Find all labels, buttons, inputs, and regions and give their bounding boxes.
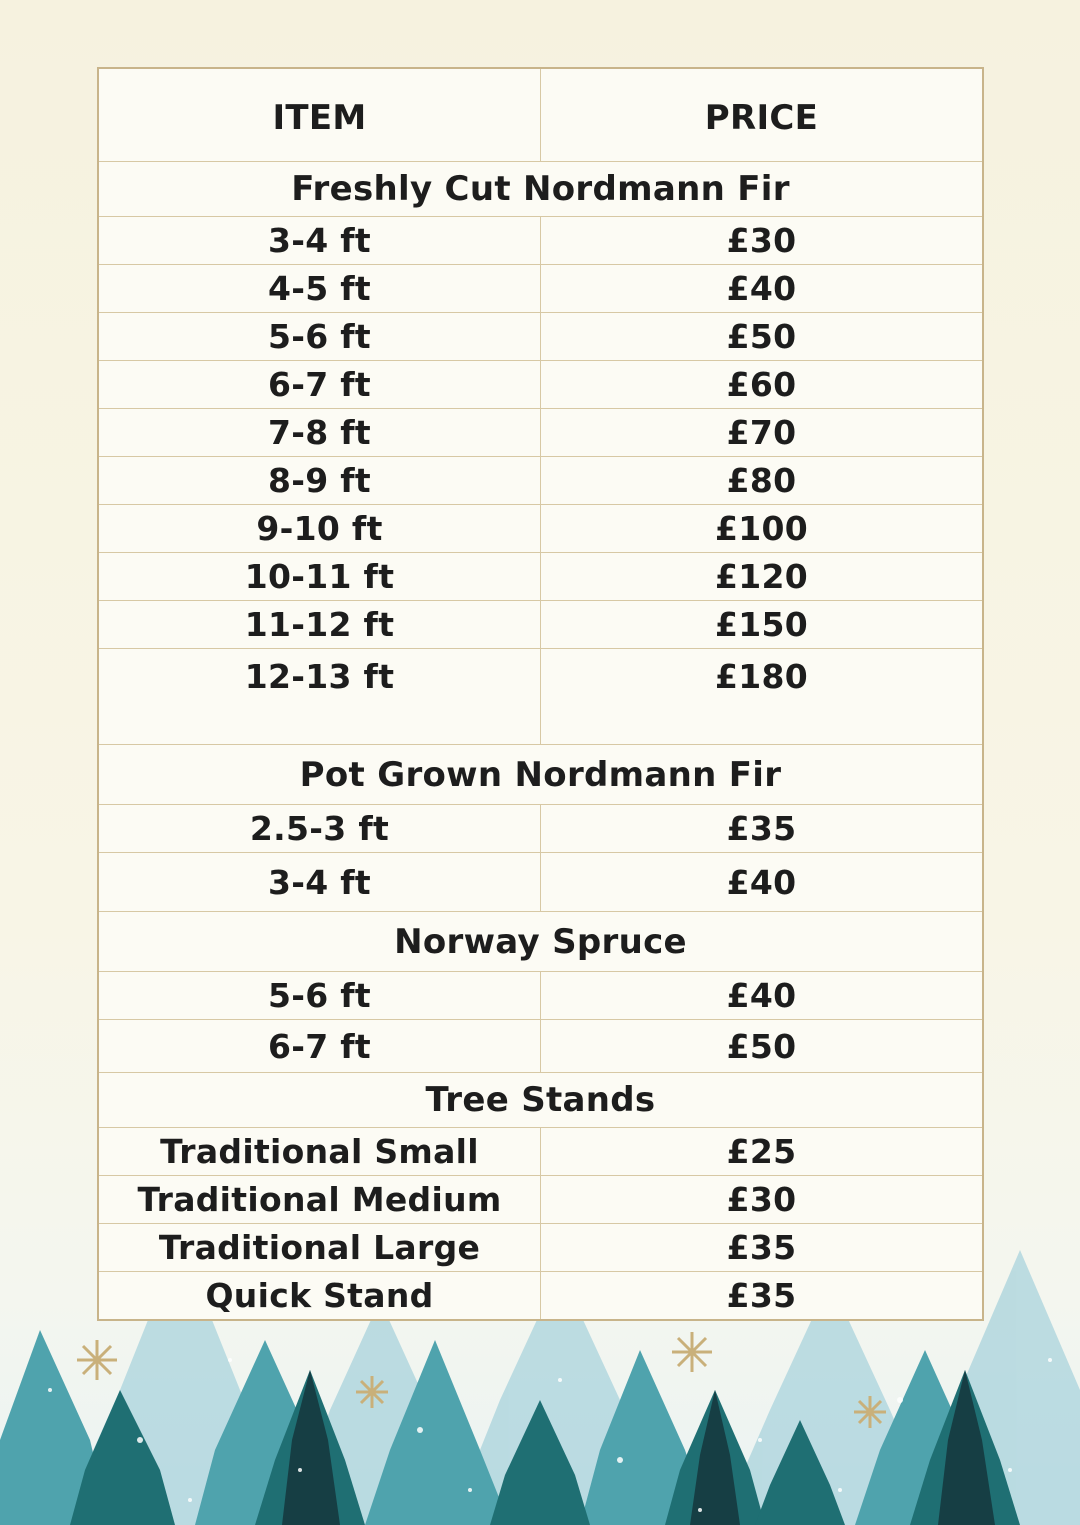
item-cell: 2.5-3 ft bbox=[98, 805, 541, 853]
price-cell: £70 bbox=[541, 409, 984, 457]
price-cell: £50 bbox=[541, 1020, 984, 1073]
table-row bbox=[98, 457, 983, 505]
price-cell: £30 bbox=[541, 1176, 984, 1224]
table-row bbox=[98, 313, 983, 361]
item-cell: Quick Stand bbox=[98, 1272, 541, 1321]
item-cell: 12-13 ft bbox=[98, 649, 541, 745]
price-cell: £40 bbox=[541, 972, 984, 1020]
price-cell: £100 bbox=[541, 505, 984, 553]
price-cell: £180 bbox=[541, 649, 984, 745]
table-row bbox=[98, 601, 983, 649]
table-row bbox=[98, 409, 983, 457]
price-cell: £25 bbox=[541, 1128, 984, 1176]
table-row bbox=[98, 1128, 983, 1176]
price-cell: £80 bbox=[541, 457, 984, 505]
item-cell: 9-10 ft bbox=[98, 505, 541, 553]
item-cell: Traditional Small bbox=[98, 1128, 541, 1176]
section-header-row bbox=[98, 1073, 983, 1128]
item-cell: 5-6 ft bbox=[98, 972, 541, 1020]
table-row bbox=[98, 649, 983, 745]
table-row bbox=[98, 265, 983, 313]
price-cell: £50 bbox=[541, 313, 984, 361]
table-row bbox=[98, 361, 983, 409]
item-column-header: ITEM bbox=[98, 68, 541, 162]
price-cell: £60 bbox=[541, 361, 984, 409]
item-cell: 8-9 ft bbox=[98, 457, 541, 505]
price-cell: £40 bbox=[541, 853, 984, 912]
table-row bbox=[98, 1272, 983, 1321]
item-cell: 3-4 ft bbox=[98, 217, 541, 265]
table-row bbox=[98, 1176, 983, 1224]
item-cell: 10-11 ft bbox=[98, 553, 541, 601]
section-header-row bbox=[98, 912, 983, 972]
price-cell: £30 bbox=[541, 217, 984, 265]
table-row bbox=[98, 217, 983, 265]
table-row bbox=[98, 1020, 983, 1073]
table-row bbox=[98, 553, 983, 601]
price-cell: £150 bbox=[541, 601, 984, 649]
item-cell: 7-8 ft bbox=[98, 409, 541, 457]
price-column-header: PRICE bbox=[541, 68, 984, 162]
item-cell: Traditional Medium bbox=[98, 1176, 541, 1224]
table-row bbox=[98, 505, 983, 553]
table-row bbox=[98, 853, 983, 912]
table-row bbox=[98, 1224, 983, 1272]
section-title: Norway Spruce bbox=[98, 912, 983, 972]
section-title: Pot Grown Nordmann Fir bbox=[98, 745, 983, 805]
price-cell: £35 bbox=[541, 1224, 984, 1272]
price-cell: £120 bbox=[541, 553, 984, 601]
price-cell: £35 bbox=[541, 1272, 984, 1321]
section-title: Tree Stands bbox=[98, 1073, 983, 1128]
table-row bbox=[98, 972, 983, 1020]
price-table bbox=[97, 67, 984, 1321]
item-cell: 6-7 ft bbox=[98, 361, 541, 409]
section-title: Freshly Cut Nordmann Fir bbox=[98, 162, 983, 217]
section-header-row bbox=[98, 162, 983, 217]
item-cell: 5-6 ft bbox=[98, 313, 541, 361]
item-cell: 6-7 ft bbox=[98, 1020, 541, 1073]
item-cell: 4-5 ft bbox=[98, 265, 541, 313]
item-cell: Traditional Large bbox=[98, 1224, 541, 1272]
price-cell: £35 bbox=[541, 805, 984, 853]
section-header-row bbox=[98, 745, 983, 805]
item-cell: 3-4 ft bbox=[98, 853, 541, 912]
item-cell: 11-12 ft bbox=[98, 601, 541, 649]
table-row bbox=[98, 805, 983, 853]
table-header-row bbox=[98, 68, 983, 162]
price-cell: £40 bbox=[541, 265, 984, 313]
